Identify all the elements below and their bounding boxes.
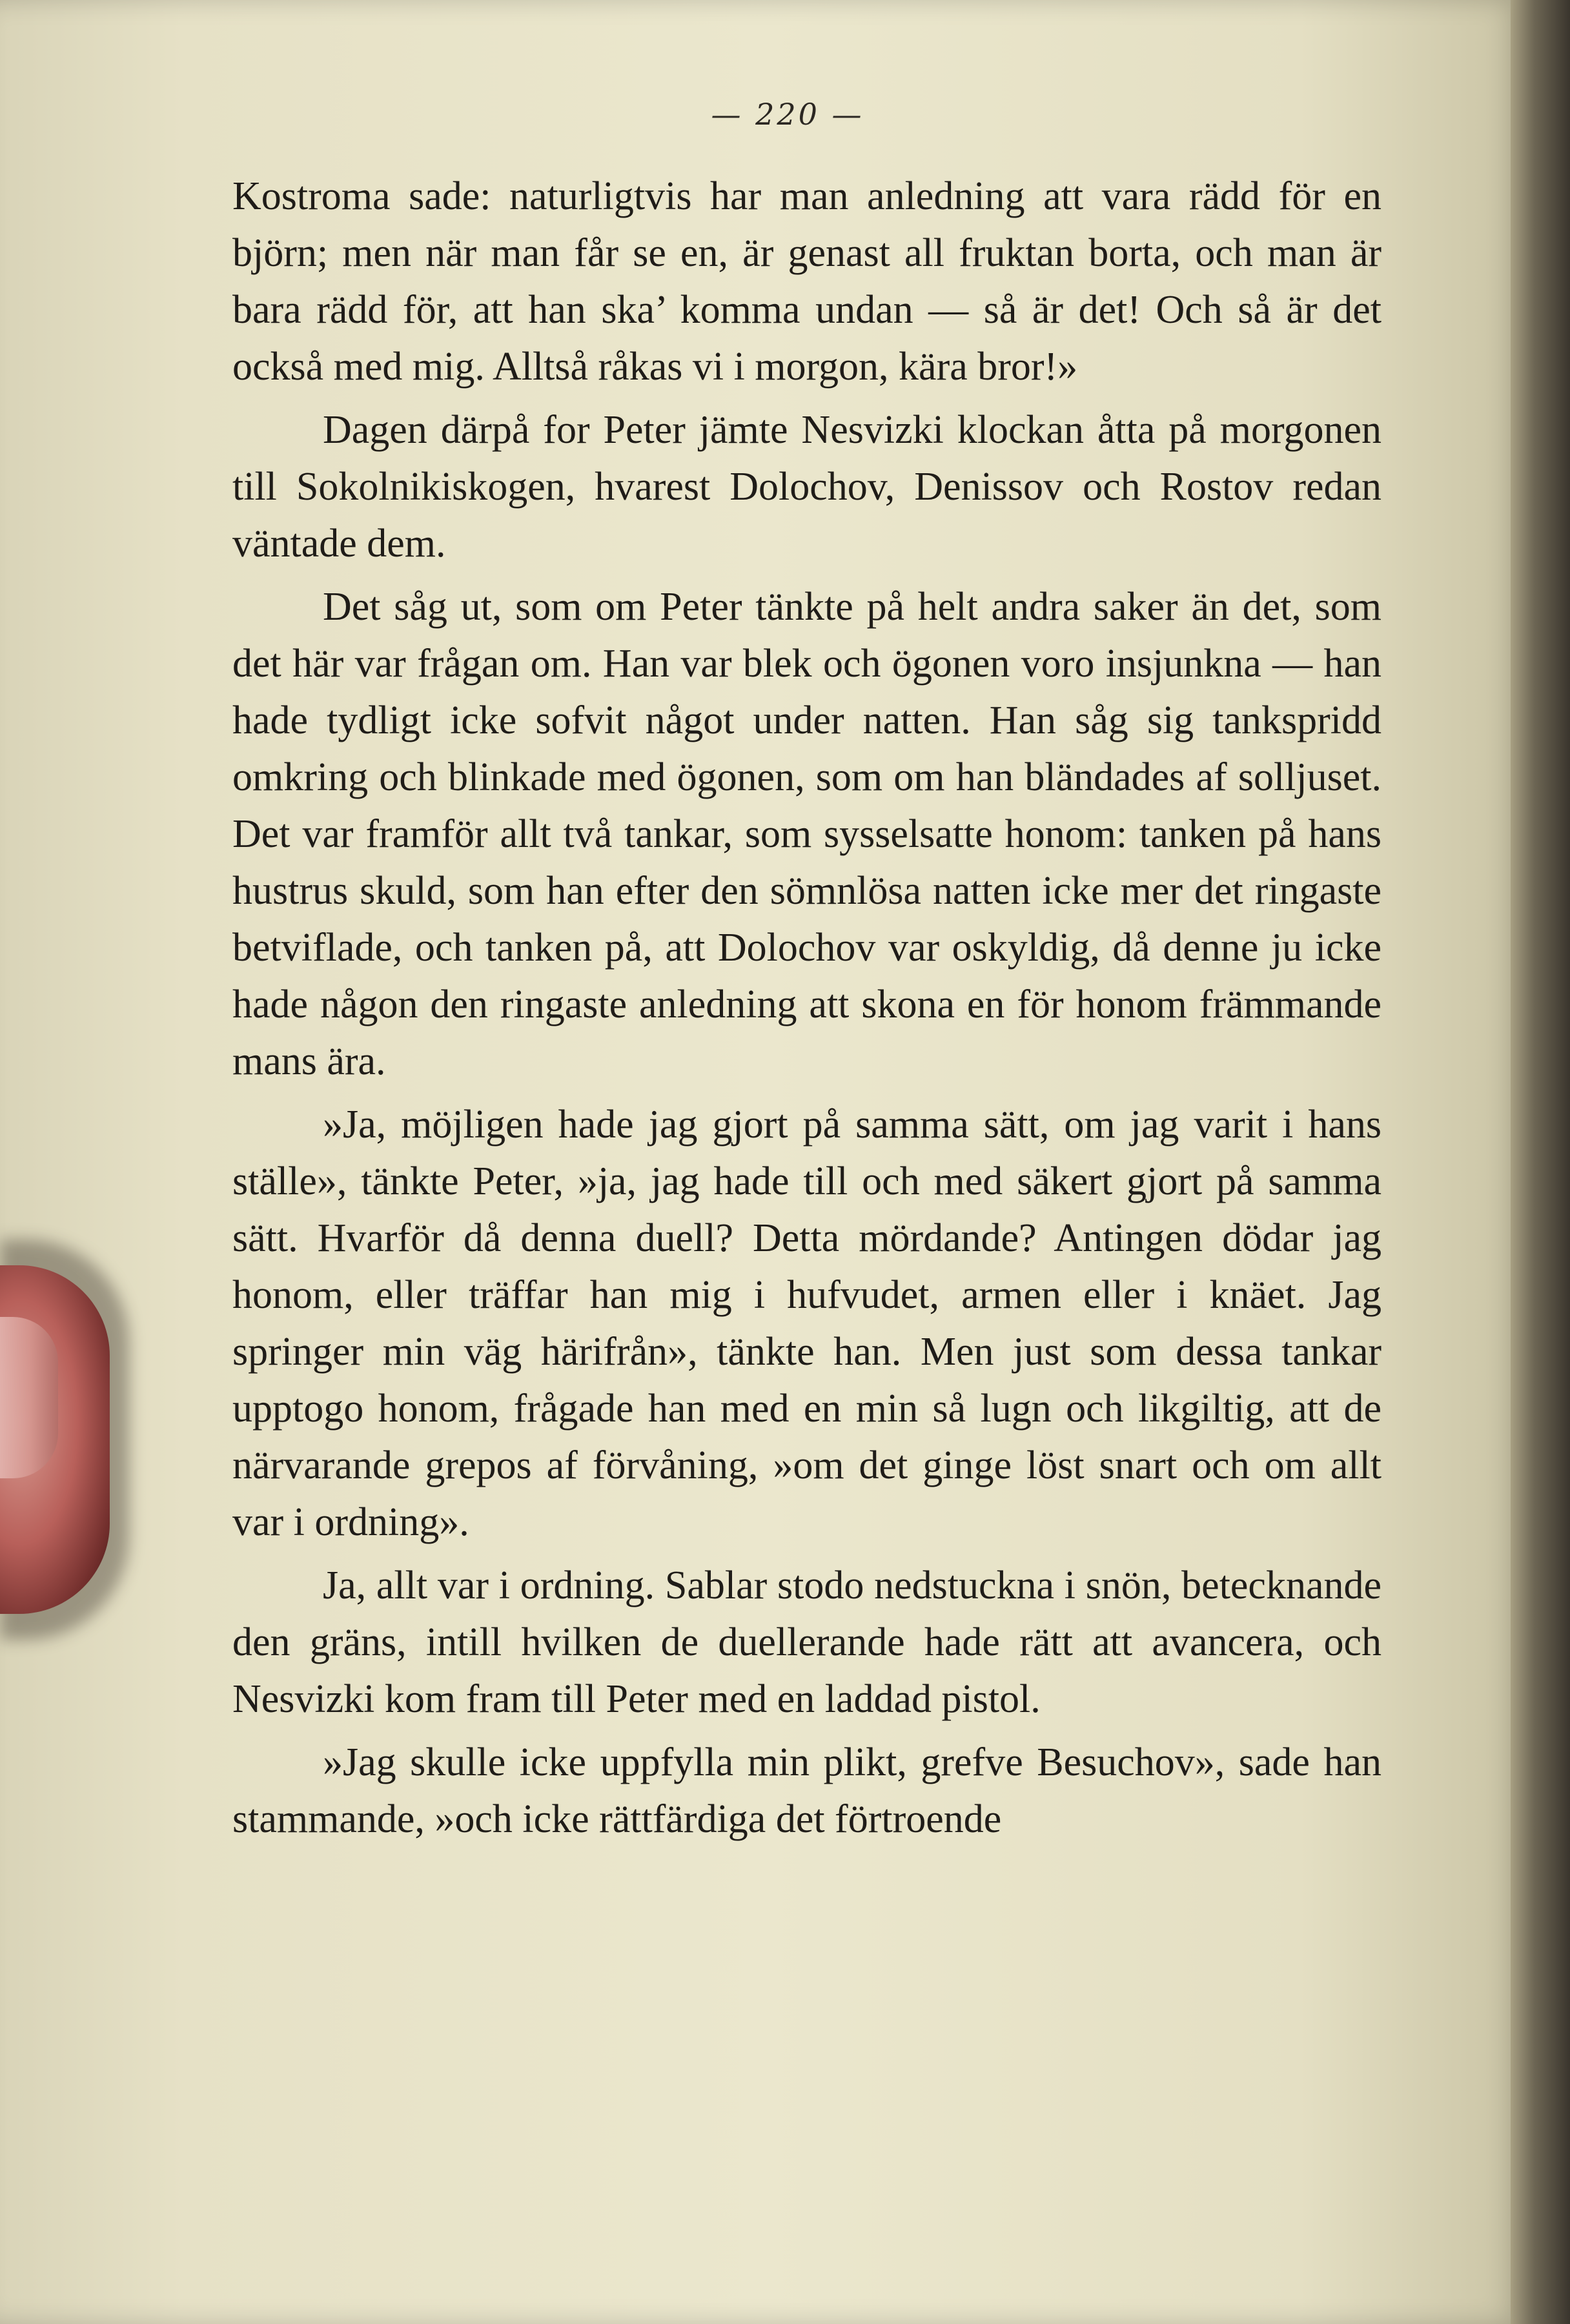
- paragraph-6: »Jag skulle icke uppfylla min plikt, grefve Besuchov», sade han stammande, »och icke rättfärdiga det förtroende: [232, 1740, 1381, 1841]
- paragraph-5: Ja, allt var i ordning. Sablar stodo nedstuckna i snön, betecknande den gräns, intill hvilken de duellerande hade rätt att avancera, och Nesvizki kom fram till Peter med en laddad pistol.: [232, 1564, 1381, 1721]
- paragraph-3: Det såg ut, som om Peter tänkte på helt andra saker än det, som det här var frågan om. Han var blek och ögonen voro insjunkna — han hade tydligt icke sofvit något under natten. Han såg sig tankspridd omkring och blinkade med ögonen, som om han bländades af solljuset. Det var framför allt två tankar, som sysselsatte honom: tanken på hans hustrus skuld, som han efter den sömnlösa natten icke mer det ringaste betviflade, och tanken på, att Dolochov var oskyldig, då denne ju icke hade någon den ringaste anledning att skona en för honom främmande mans ära.: [232, 585, 1381, 1083]
- book-spine-edge: [1511, 0, 1570, 2324]
- paragraph-4: »Ja, möjligen hade jag gjort på samma sätt, om jag varit i hans ställe», tänkte Peter, »ja, jag hade till och med säkert gjort på samma sätt. Hvarför då denna duell? Detta mördande? Antingen dödar jag honom, eller träffar han mig i hufvudet, armen eller i knäet. Jag springer min väg härifrån», tänkte han. Men just som dessa tankar upptogo honom, frågade han med en min så lugn och likgiltig, att de närvarande grepos af förvåning, »om det ginge löst snart och om allt var i ordning».: [232, 1103, 1381, 1544]
- paragraph-1: Kostroma sade: naturligtvis har man anledning att vara rädd för en björn; men när man får se en, är genast all fruktan borta, och man är bara rädd för, att han ska’ komma undan — så är det! Och så är det också med mig. Alltså råkas vi i morgon, kära bror!»: [232, 174, 1381, 389]
- paragraph-2: Dagen därpå for Peter jämte Nesvizki klockan åtta på morgonen till Sokolnikiskogen, hvarest Dolochov, Denissov och Rostov redan väntade dem.: [232, 408, 1381, 566]
- page-text: [232, 168, 1381, 1854]
- fingernail-image: [0, 1317, 58, 1478]
- page-number: — 220 —: [711, 97, 864, 132]
